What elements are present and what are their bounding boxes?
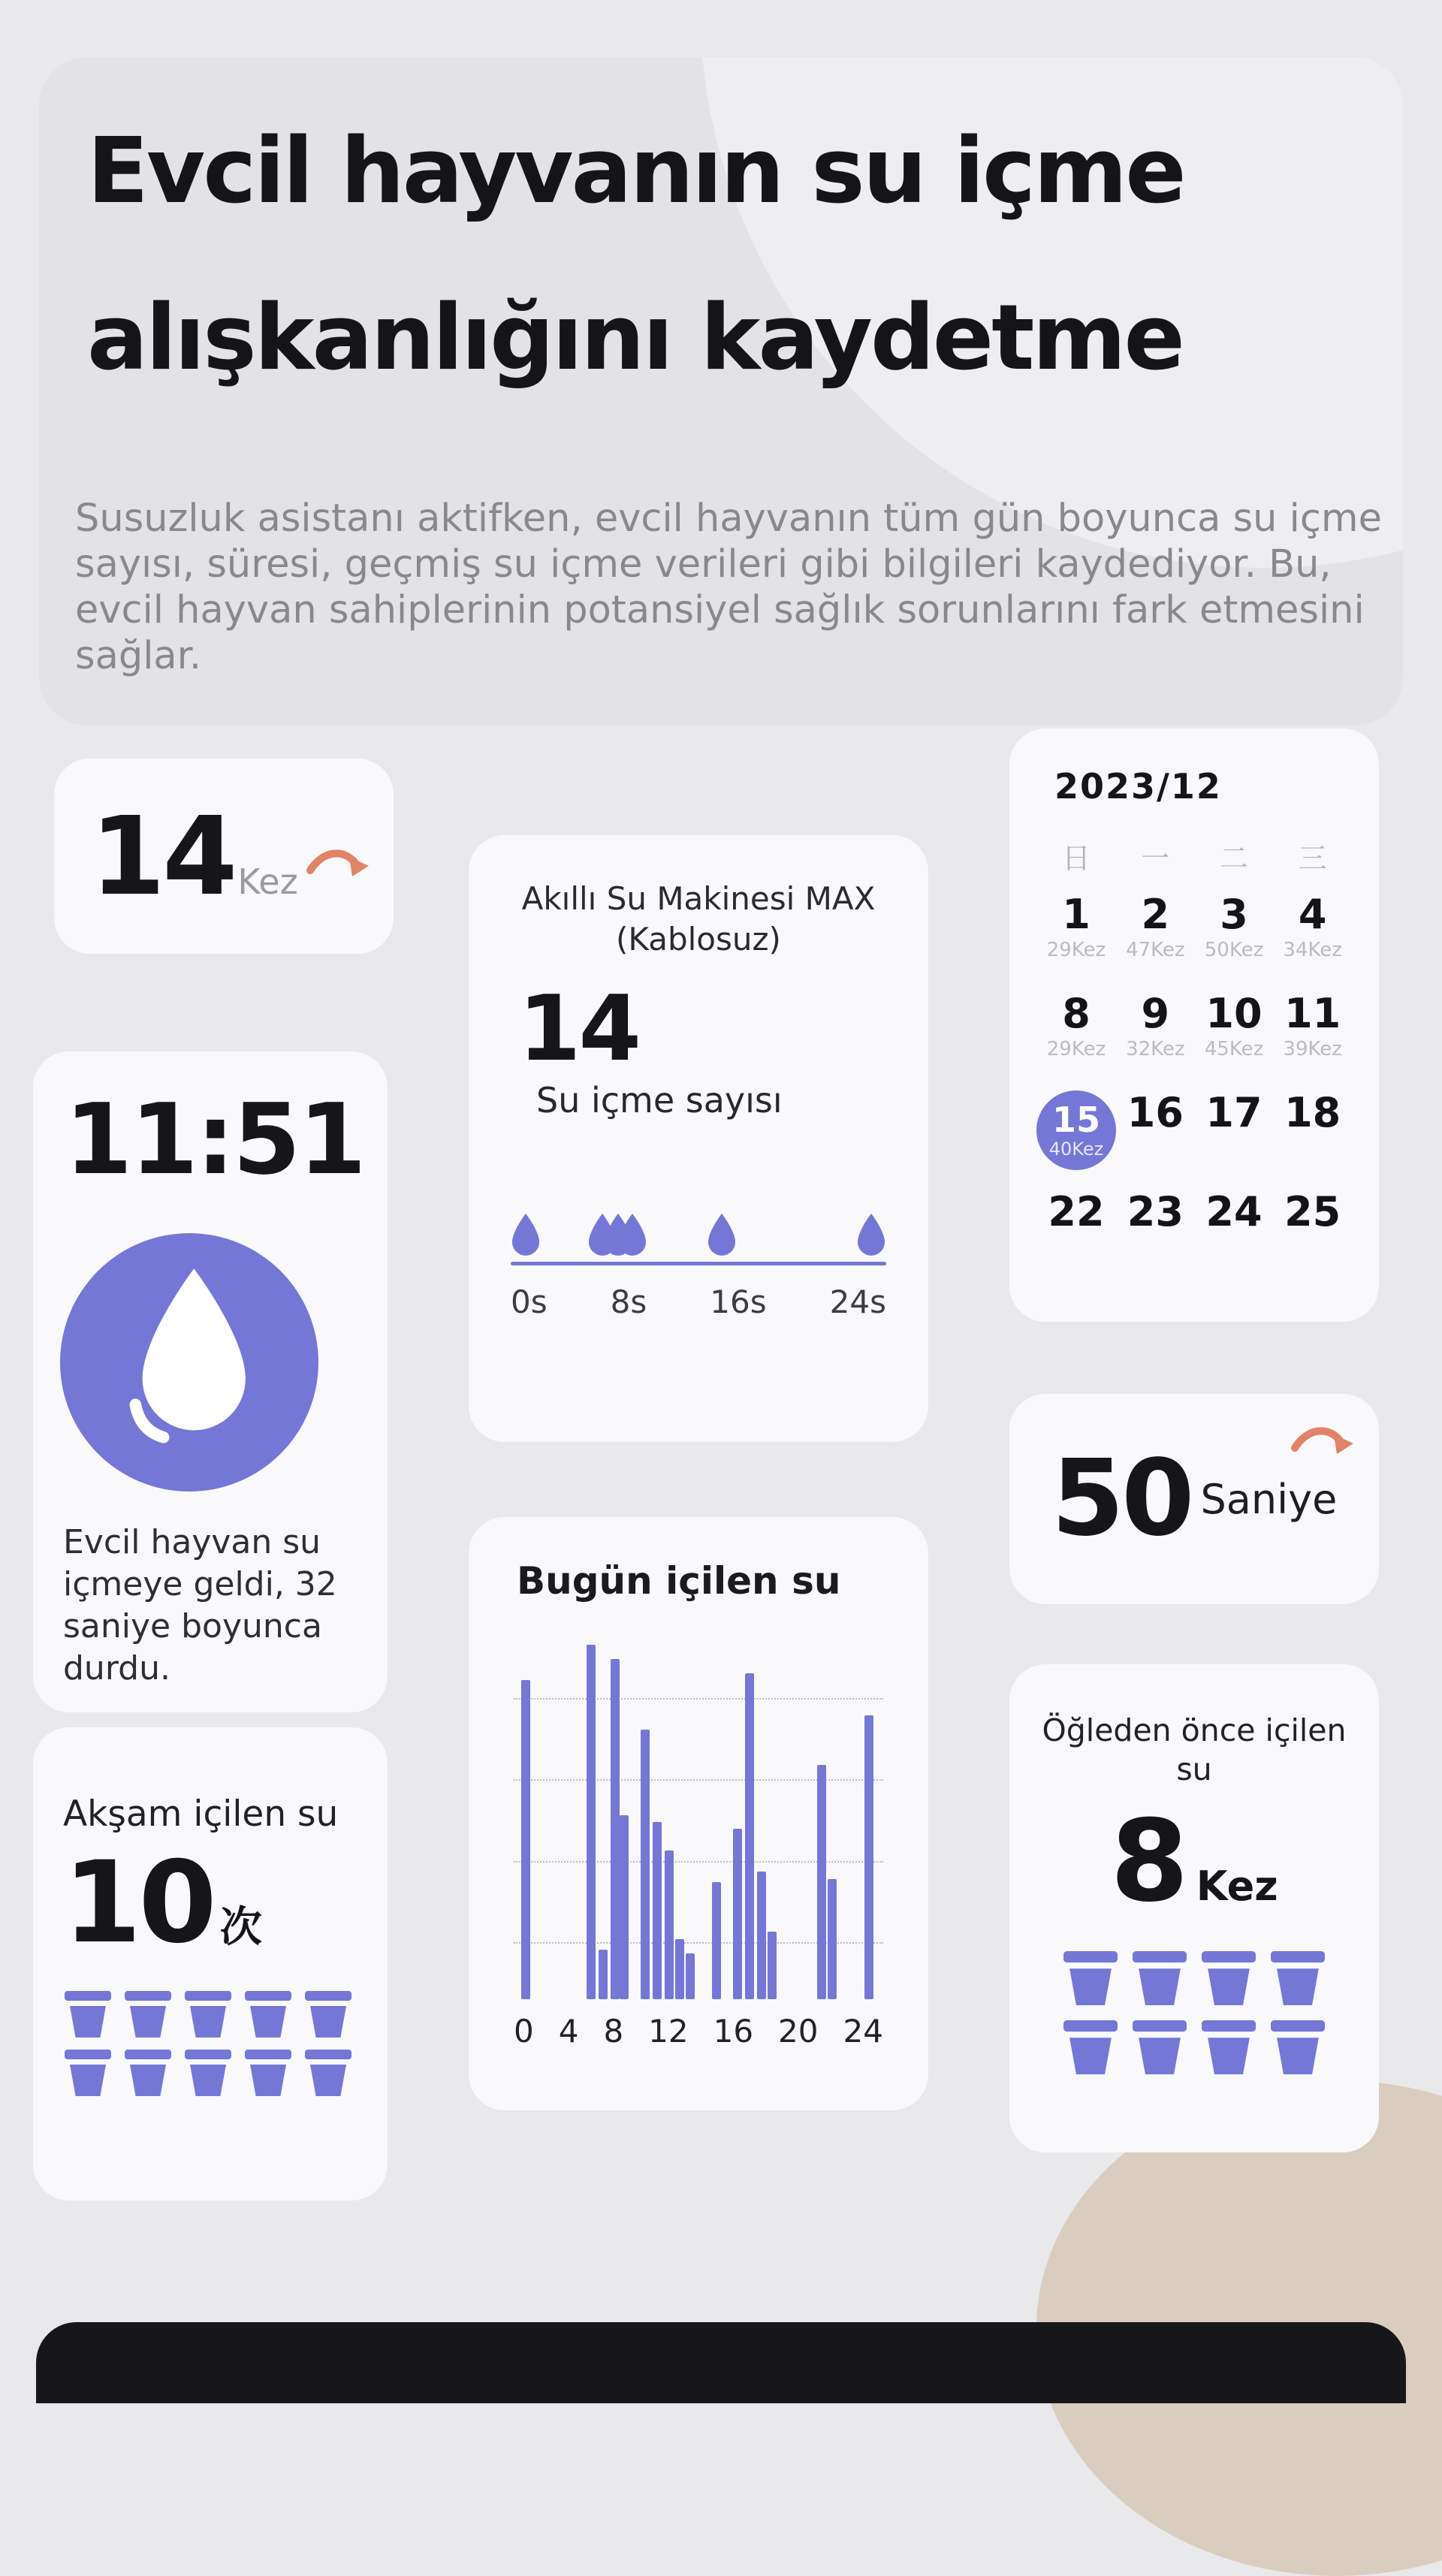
chart-bar [757,1872,766,1999]
water-drop-icon [108,1264,270,1461]
trend-arrow-svg [1290,1422,1356,1464]
calendar-day[interactable] [1036,991,1116,1090]
water-cup-icon [1062,1951,1119,2005]
calendar-day[interactable] [1195,892,1274,991]
drink-count-card [54,759,394,954]
water-cup-icon [303,2050,353,2096]
drink-event-card [33,1051,388,1712]
calendar-weekday: 日 [1061,842,1091,875]
calendar-day-count: 32Kez [1126,1038,1185,1061]
calendar-weekday: 一 [1141,842,1170,875]
machine-title [511,879,886,960]
drink-count-value: 14 [90,793,235,919]
calendar-day-number: 3 [1220,891,1248,938]
chart-gridline [514,1779,883,1781]
calendar-day[interactable] [1273,892,1352,991]
drops-track [511,1211,886,1259]
today-plot [514,1645,883,1999]
evening-title: Akşam içilen su [63,1793,339,1835]
water-cup-icon [303,1991,353,2038]
morning-cups-grid [1062,1951,1326,2074]
calendar-day[interactable] [1273,1190,1352,1289]
calendar-day-selected[interactable] [1036,1090,1116,1170]
water-drop-icon [854,1212,888,1259]
calendar-day-number: 17 [1205,1089,1263,1136]
calendar-day[interactable] [1116,991,1195,1090]
calendar-day-number: 9 [1141,990,1170,1037]
water-cup-icon [1131,2020,1188,2074]
chart-bar [611,1659,620,1999]
today-xaxis [514,2013,883,2050]
calendar-day-number: 23 [1127,1188,1184,1235]
calendar-weekday: 二 [1219,842,1248,875]
calendar-day-count: 50Kez [1204,939,1264,962]
timeline-tick-label: 24s [829,1283,886,1320]
duration-value: 50 [1051,1437,1192,1560]
calendar-day-number: 2 [1141,891,1170,938]
x-tick-label: 4 [558,2013,579,2050]
machine-title-line2: (Kablosuz) [616,921,781,958]
calendar-day[interactable] [1036,1190,1116,1289]
calendar-day[interactable] [1273,991,1352,1090]
water-cup-icon [1269,1951,1326,2005]
timeline-tick-label: 8s [610,1283,647,1320]
chart-bar [587,1645,596,1999]
chart-bar [686,1953,695,1999]
chart-bar [864,1715,873,1999]
calendar-day[interactable] [1036,892,1116,991]
water-cup-icon [243,1991,293,2038]
chart-bar [675,1939,684,1999]
today-chart-title: Bugün içilen su [517,1559,841,1603]
calendar-day-number: 24 [1205,1188,1263,1235]
calendar-month: 2023/12 [1054,766,1222,807]
calendar-day[interactable] [1116,892,1195,991]
calendar-day-number: 16 [1127,1089,1184,1136]
calendar-weekday: 三 [1298,842,1327,875]
duration-card [1009,1394,1379,1604]
calendar-day-number: 15 [1051,1099,1100,1141]
machine-card [469,835,928,1442]
chart-bar [712,1882,721,1999]
evening-card [33,1727,388,2200]
water-drop-icon [508,1212,543,1259]
water-cup-icon [1269,2020,1326,2074]
page-title-line2: alışkanlığını kaydetme [87,286,1183,391]
drink-count-row [90,793,298,919]
machine-count-value: 14 [518,977,639,1081]
today-chart-card [469,1517,928,2110]
calendar-day-number: 1 [1062,891,1091,938]
chart-bar [641,1730,650,1999]
chart-bar [745,1673,754,1999]
evening-value-row [63,1838,357,1968]
timeline-axis [511,1262,886,1265]
calendar-day-count: 47Kez [1126,939,1185,962]
x-tick-label: 20 [778,2013,819,2050]
trend-arrow-svg [306,845,372,887]
calendar-card [1009,728,1379,1322]
page-title [87,89,1184,422]
calendar-day-count: 40Kez [1048,1138,1104,1160]
calendar-day-count: 34Kez [1283,939,1342,962]
morning-title: Öğleden önce içilen su [1042,1712,1347,1787]
water-cup-icon [1062,2020,1119,2074]
trend-arrow-icon [306,845,372,887]
calendar-day[interactable] [1195,1090,1274,1190]
water-cup-icon [123,1991,173,2038]
morning-value: 8 [1110,1796,1186,1927]
calendar-day-number: 22 [1048,1188,1105,1235]
morning-unit: Kez [1196,1863,1278,1910]
hero-description: Susuzluk asistanı aktifken, evcil hayvanın tüm gün boyunca su içme sayısı, süresi, geçmiş su içme verileri gibi bilgileri kaydediyor. Bu, evcil hayvan sahiplerinin potansiyel sağlık sorunlarını fark etmesini sağlar. [75,496,1382,678]
water-cup-icon [63,2050,113,2096]
water-cup-icon [183,2050,233,2096]
calendar-day-number: 4 [1298,891,1327,938]
morning-card [1009,1664,1379,2152]
calendar-day-count: 29Kez [1046,1038,1106,1061]
timeline-labels [511,1283,886,1320]
calendar-day-number: 11 [1284,990,1341,1037]
calendar-day[interactable] [1195,1190,1274,1289]
calendar-day-number: 8 [1062,990,1091,1037]
calendar-day-number: 25 [1284,1188,1341,1235]
water-drop-icon [704,1212,739,1259]
drink-time: 11:51 [65,1082,364,1196]
calendar-day[interactable] [1116,1090,1195,1190]
chart-gridline [514,1861,883,1863]
timeline-tick-label: 0s [511,1283,548,1320]
calendar-grid [1036,835,1352,1289]
drink-count-unit: Kez [237,861,298,902]
morning-value-row [1039,1796,1349,1927]
water-cup-icon [1200,1951,1257,2005]
bottom-dark-bar [36,2322,1406,2403]
chart-bar [620,1815,629,1999]
x-tick-label: 8 [603,2013,624,2050]
duration-unit: Saniye [1200,1475,1338,1523]
calendar-day-number: 10 [1205,990,1263,1037]
calendar-day[interactable] [1116,1190,1195,1289]
calendar-day[interactable] [1195,991,1274,1090]
chart-bar [828,1879,837,1999]
chart-bar [653,1822,662,1999]
x-tick-label: 24 [843,2013,883,2050]
water-cup-icon [123,2050,173,2096]
x-tick-label: 16 [713,2013,754,2050]
evening-unit: 次 [219,1903,262,1952]
trend-arrow-icon [1290,1422,1356,1464]
chart-bar [733,1829,742,1999]
x-tick-label: 12 [648,2013,689,2050]
chart-bar [599,1950,608,1999]
chart-gridline [514,1698,883,1700]
chart-bar [817,1765,826,1999]
water-cup-icon [63,1991,113,2038]
calendar-day-count: 29Kez [1046,939,1106,962]
machine-title-line1: Akıllı Su Makinesi MAX [521,880,876,917]
page-title-line1: Evcil hayvanın su içme [87,119,1184,224]
water-cup-icon [1131,1951,1188,2005]
chart-bar [768,1932,777,1999]
calendar-day-count: 45Kez [1204,1038,1264,1061]
water-cup-icon [1200,2020,1257,2074]
water-drop-badge [60,1233,318,1492]
x-tick-label: 0 [514,2013,534,2050]
water-cup-icon [183,1991,233,2038]
evening-value: 10 [63,1838,214,1968]
water-drop-icon [615,1212,650,1259]
calendar-day-number: 18 [1284,1089,1341,1136]
timeline-tick-label: 16s [710,1283,767,1320]
water-cup-icon [243,2050,293,2096]
chart-bar [665,1851,674,1999]
calendar-day-count: 39Kez [1283,1038,1342,1061]
machine-count-label: Su içme sayısı [536,1080,783,1121]
calendar-day[interactable] [1273,1090,1352,1190]
evening-cups-grid [63,1991,357,2096]
drink-event-message: Evcil hayvan su içmeye geldi, 32 saniye boyunca durdu. [63,1523,337,1688]
chart-bar [521,1680,530,1999]
